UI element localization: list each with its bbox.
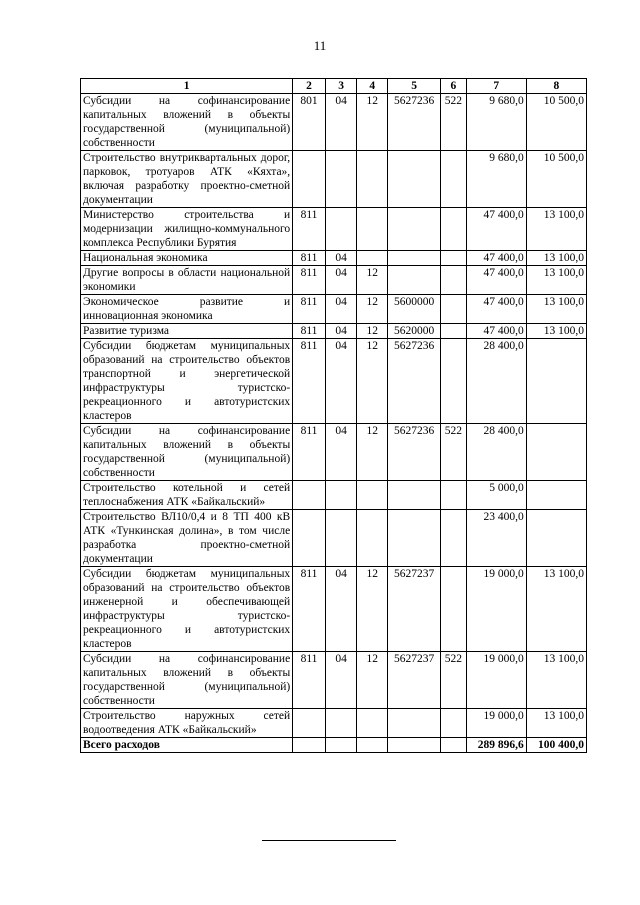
row-col-8 (526, 481, 586, 510)
table-row (81, 151, 587, 208)
header-col-3: 3 (325, 79, 357, 94)
row-col-7: 47 400,0 (466, 324, 526, 339)
footer-rule (262, 840, 396, 841)
row-col-6 (441, 295, 467, 324)
row-col-7: 28 400,0 (466, 424, 526, 481)
row-col-7: 5 000,0 (466, 481, 526, 510)
row-col-2: 811 (293, 324, 326, 339)
row-col-4: 12 (357, 324, 388, 339)
row-col-3 (325, 481, 357, 510)
row-name: Национальная экономика (81, 251, 293, 266)
row-col-6 (441, 510, 467, 567)
row-col-5 (388, 151, 441, 208)
row-col-7: 47 400,0 (466, 295, 526, 324)
row-col-6 (441, 339, 467, 424)
row-col-7: 19 000,0 (466, 567, 526, 652)
total-amount-col-8: 100 400,0 (526, 738, 586, 753)
row-col-2: 811 (293, 652, 326, 709)
row-col-3: 04 (325, 339, 357, 424)
row-col-8: 13 100,0 (526, 251, 586, 266)
row-col-7: 9 680,0 (466, 151, 526, 208)
row-col-8 (526, 510, 586, 567)
row-col-8: 13 100,0 (526, 567, 586, 652)
row-col-6 (441, 208, 467, 251)
total-cell-3 (325, 738, 357, 753)
row-col-2 (293, 510, 326, 567)
row-name: Субсидии бюджетам муниципальных образований на строительство объектов инженерной и обеспечивающей инфраструктуры туристско-рекреационного и автотуристских кластеров (81, 567, 293, 652)
row-col-6 (441, 709, 467, 738)
row-col-7: 19 000,0 (466, 709, 526, 738)
row-col-5: 5627236 (388, 424, 441, 481)
row-col-2 (293, 709, 326, 738)
header-col-1: 1 (81, 79, 293, 94)
row-col-2: 811 (293, 266, 326, 295)
row-col-7: 47 400,0 (466, 251, 526, 266)
total-cell-2 (293, 738, 326, 753)
row-col-7: 19 000,0 (466, 652, 526, 709)
row-col-3: 04 (325, 94, 357, 151)
row-col-6: 522 (441, 94, 467, 151)
header-col-6: 6 (441, 79, 467, 94)
row-col-5: 5600000 (388, 295, 441, 324)
table-row (81, 339, 587, 424)
row-col-4: 12 (357, 652, 388, 709)
row-name: Министерство строительства и модернизации жилищно-коммунального комплекса Республики Бурятия (81, 208, 293, 251)
header-col-8: 8 (526, 79, 586, 94)
row-col-6 (441, 151, 467, 208)
row-col-2 (293, 481, 326, 510)
row-name: Экономическое развитие и инновационная экономика (81, 295, 293, 324)
header-col-7: 7 (466, 79, 526, 94)
row-col-2: 811 (293, 339, 326, 424)
row-name: Субсидии на софинансирование капитальных вложений в объекты государственной (муниципальной) собственности (81, 652, 293, 709)
total-label: Всего расходов (81, 738, 293, 753)
row-col-5 (388, 709, 441, 738)
row-col-5: 5627236 (388, 94, 441, 151)
header-col-4: 4 (357, 79, 388, 94)
row-col-4 (357, 510, 388, 567)
row-col-8: 13 100,0 (526, 709, 586, 738)
row-name: Строительство внутриквартальных дорог, парковок, тротуаров АТК «Кяхта», включая разработку проектно-сметной документации (81, 151, 293, 208)
row-col-4 (357, 251, 388, 266)
row-col-8: 13 100,0 (526, 324, 586, 339)
row-col-2: 801 (293, 94, 326, 151)
row-name: Другие вопросы в области национальной экономики (81, 266, 293, 295)
row-col-7: 47 400,0 (466, 208, 526, 251)
row-col-2: 811 (293, 251, 326, 266)
row-col-4: 12 (357, 339, 388, 424)
row-col-3: 04 (325, 266, 357, 295)
row-col-4: 12 (357, 295, 388, 324)
row-col-8: 10 500,0 (526, 94, 586, 151)
page-number: 11 (313, 38, 327, 53)
table-row (81, 652, 587, 709)
row-col-7: 47 400,0 (466, 266, 526, 295)
row-col-4: 12 (357, 94, 388, 151)
total-cell-6 (441, 738, 467, 753)
row-col-5 (388, 208, 441, 251)
row-col-6: 522 (441, 652, 467, 709)
table-row (81, 266, 587, 295)
row-col-5 (388, 251, 441, 266)
row-col-3 (325, 208, 357, 251)
row-col-4 (357, 208, 388, 251)
row-col-3: 04 (325, 424, 357, 481)
row-col-3: 04 (325, 324, 357, 339)
row-col-6 (441, 251, 467, 266)
row-col-2: 811 (293, 208, 326, 251)
row-col-8: 13 100,0 (526, 652, 586, 709)
row-name: Строительство наружных сетей водоотведения АТК «Байкальский» (81, 709, 293, 738)
row-col-3 (325, 510, 357, 567)
row-col-5: 5627237 (388, 652, 441, 709)
header-col-2: 2 (293, 79, 326, 94)
row-name: Строительство котельной и сетей теплоснабжения АТК «Байкальский» (81, 481, 293, 510)
row-col-3: 04 (325, 652, 357, 709)
table-row (81, 324, 587, 339)
table-row (81, 94, 587, 151)
row-col-5 (388, 481, 441, 510)
table-row (81, 424, 587, 481)
row-col-4: 12 (357, 424, 388, 481)
row-name: Строительство ВЛ10/0,4 и 8 ТП 400 кВ АТК «Тункинская долина», в том числе разработка проектно-сметной документации (81, 510, 293, 567)
row-col-2 (293, 151, 326, 208)
row-col-6 (441, 266, 467, 295)
row-col-2: 811 (293, 567, 326, 652)
row-col-8: 13 100,0 (526, 266, 586, 295)
table-header-row (81, 79, 587, 94)
table-row (81, 709, 587, 738)
row-col-8: 13 100,0 (526, 295, 586, 324)
row-col-5: 5627237 (388, 567, 441, 652)
row-col-4 (357, 481, 388, 510)
row-col-5 (388, 266, 441, 295)
row-col-4 (357, 151, 388, 208)
table-row (81, 481, 587, 510)
row-col-4: 12 (357, 266, 388, 295)
row-col-3: 04 (325, 567, 357, 652)
table-row (81, 295, 587, 324)
budget-table (80, 78, 587, 753)
row-col-5 (388, 510, 441, 567)
table-row (81, 208, 587, 251)
total-cell-4 (357, 738, 388, 753)
row-name: Развитие туризма (81, 324, 293, 339)
row-col-4 (357, 709, 388, 738)
total-row (81, 738, 587, 753)
row-col-5: 5620000 (388, 324, 441, 339)
row-col-3 (325, 709, 357, 738)
row-name: Субсидии на софинансирование капитальных вложений в объекты государственной (муниципальной) собственности (81, 94, 293, 151)
row-name: Субсидии бюджетам муниципальных образований на строительство объектов транспортной и энергетической инфраструктуры туристско-рекреационного и автотуристских кластеров (81, 339, 293, 424)
row-name: Субсидии на софинансирование капитальных вложений в объекты государственной (муниципальной) собственности (81, 424, 293, 481)
row-col-6 (441, 324, 467, 339)
table-row (81, 251, 587, 266)
row-col-4: 12 (357, 567, 388, 652)
row-col-2: 811 (293, 424, 326, 481)
row-col-7: 9 680,0 (466, 94, 526, 151)
table-row (81, 567, 587, 652)
row-col-8: 13 100,0 (526, 208, 586, 251)
row-col-3 (325, 151, 357, 208)
total-amount-col-7: 289 896,6 (466, 738, 526, 753)
row-col-7: 23 400,0 (466, 510, 526, 567)
row-col-7: 28 400,0 (466, 339, 526, 424)
row-col-6 (441, 481, 467, 510)
row-col-6 (441, 567, 467, 652)
row-col-3: 04 (325, 295, 357, 324)
row-col-8: 10 500,0 (526, 151, 586, 208)
row-col-5: 5627236 (388, 339, 441, 424)
row-col-8 (526, 339, 586, 424)
row-col-8 (526, 424, 586, 481)
row-col-6: 522 (441, 424, 467, 481)
total-cell-5 (388, 738, 441, 753)
row-col-2: 811 (293, 295, 326, 324)
header-col-5: 5 (388, 79, 441, 94)
row-col-3: 04 (325, 251, 357, 266)
table-row (81, 510, 587, 567)
